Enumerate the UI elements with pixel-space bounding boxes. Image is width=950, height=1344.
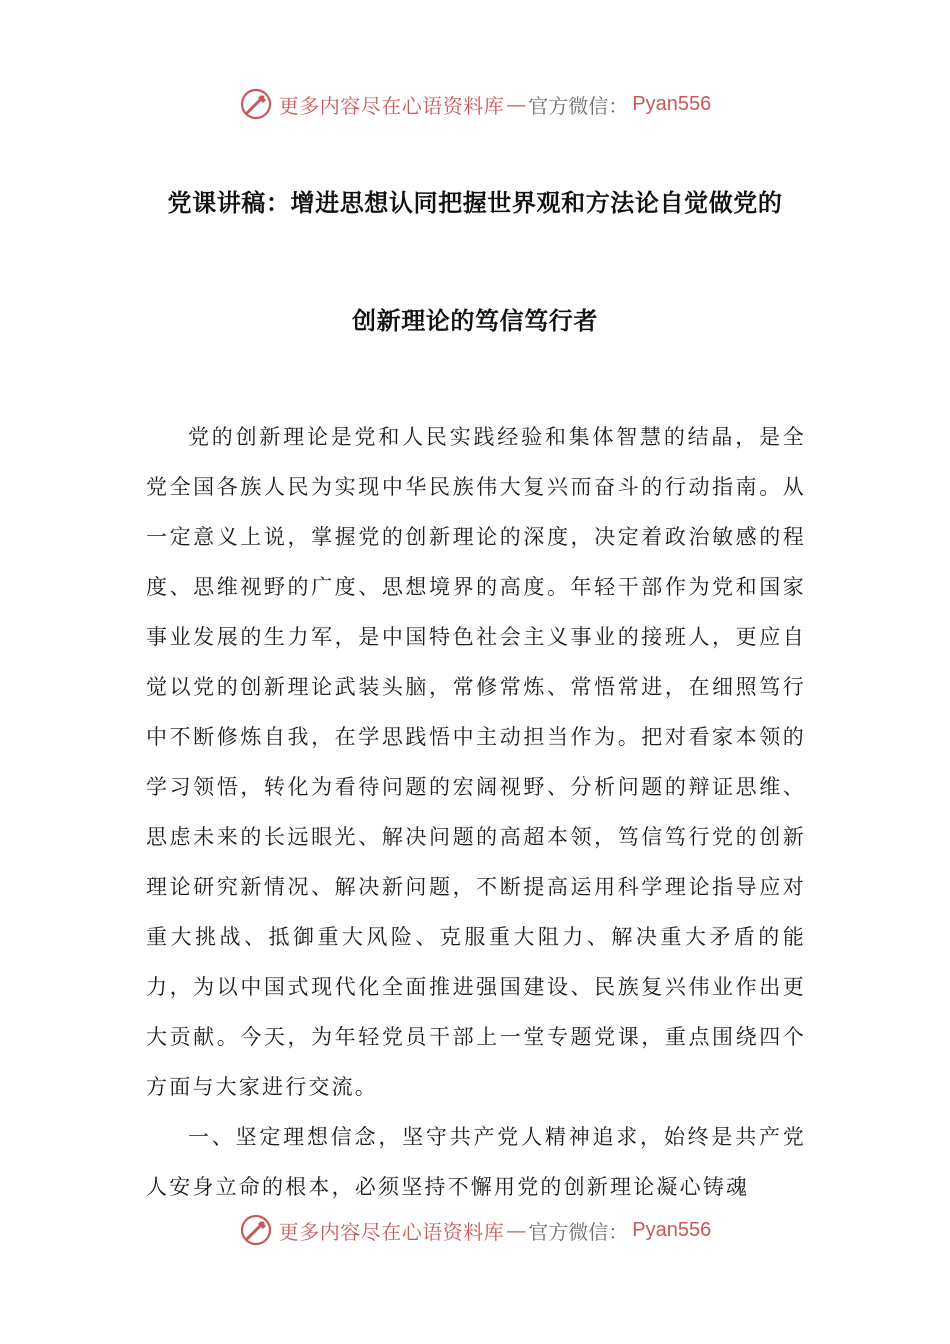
- pen-circle-logo-icon: [239, 1213, 273, 1247]
- banner-official-label: 官方微信：: [528, 93, 629, 118]
- header-watermark-banner: [0, 82, 950, 126]
- document-title-line-2: 创新理论的笃信笃行者: [352, 307, 598, 335]
- banner-text: 更多内容尽在心语资料库: [278, 93, 505, 118]
- banner-text: 更多内容尽在心语资料库: [278, 1219, 505, 1244]
- document-title-line-1: 党课讲稿：增进思想认同把握世界观和方法论自觉做党的: [167, 189, 783, 217]
- body-paragraph: 党的创新理论是党和人民实践经验和集体智慧的结晶，是全党全国各族人民为实现中华民族伟大复兴而奋斗的行动指南。从一定意义上说，掌握党的创新理论的深度，决定着政治敏感的程度、思维视野的广度、思想境界的高度。年轻干部作为党和国家事业发展的生力军，是中国特色社会主义事业的接班人，更应自觉以党的创新理论武装头脑，常修常炼、常悟常进，在细照笃行中不断修炼自我，在学思践悟中主动担当作为。把对看家本领的学习领悟，转化为看待问题的宏阔视野、分析问题的辩证思维、思虑未来的长远眼光、解决问题的高超本领，笃信笃行党的创新理论研究新情况、解决新问题，不断提高运用科学理论指导应对重大挑战、抵御重大风险、克服重大阻力、解决重大矛盾的能力，为以中国式现代化全面推进强国建设、民族复兴伟业作出更大贡献。今天，为年轻党员干部上一堂专题党课，重点围绕四个方面与大家进行交流。: [146, 425, 806, 1099]
- banner-wechat-id: Pyan556: [632, 92, 712, 115]
- banner-dash: —: [506, 92, 527, 116]
- body-paragraph: 一、坚定理想信念，坚守共产党人精神追求，始终是共产党人安身立命的根本，必须坚持不懈用党的创新理论凝心铸魂: [146, 1125, 806, 1199]
- footer-watermark-banner: [0, 1208, 950, 1252]
- banner-official-label: 官方微信：: [528, 1219, 629, 1244]
- banner-dash: —: [506, 1218, 527, 1242]
- pen-circle-logo-icon: [239, 87, 273, 121]
- document-body: [146, 412, 806, 1212]
- banner-wechat-id: Pyan556: [632, 1218, 712, 1241]
